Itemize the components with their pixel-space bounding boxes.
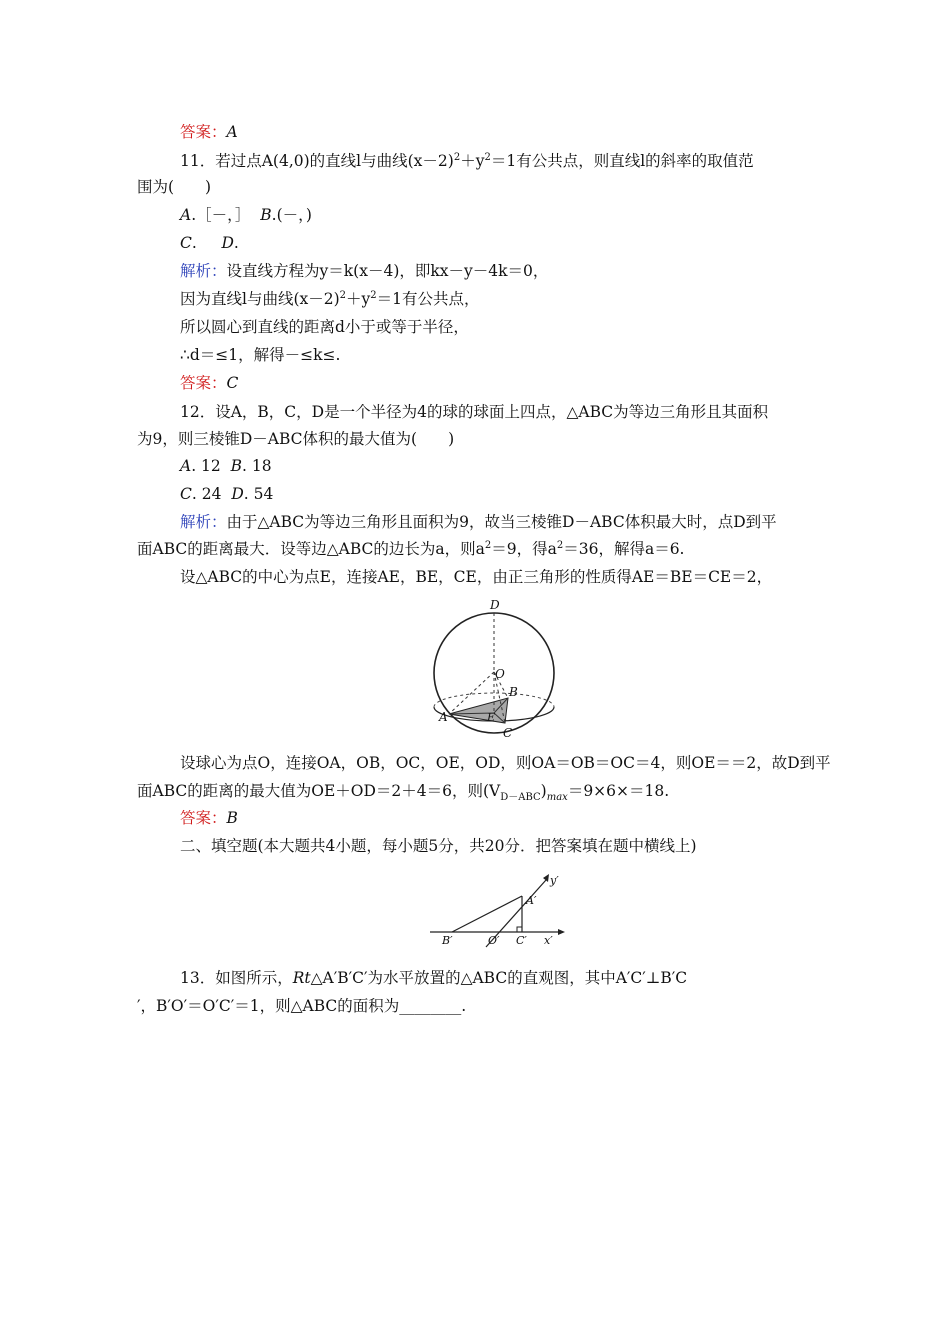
q12-stem-line2: 为9，则三棱锥D－ABC体积的最大值为( ) <box>137 430 455 448</box>
q11-solution-line1: 解析：设直线方程为y＝k(x－4)，即kx－y－4k＝0， <box>180 262 549 280</box>
q11-stem-line2: 围为( ) <box>137 178 212 196</box>
q12-options-cd: C. 24 D. 54 <box>180 485 274 503</box>
q12-answer: 答案：B <box>180 809 238 827</box>
q11-solution-line2: 因为直线l与曲线$(x-2)^2+y^2=1$有公共点， <box>180 289 480 308</box>
label-A-prime: A′ <box>526 894 537 907</box>
segment-b-a <box>452 896 522 932</box>
oblique-projection-figure <box>428 868 568 950</box>
q11-solution-line3: 所以圆心到直线的距离d小于或等于半径， <box>180 318 469 336</box>
q12-solution-line5: 面ABC的距离的最大值为OE＋OD＝2＋4＝6，则$(V_{D-ABC})_{max}=9\times 6\times=18$. <box>137 782 670 804</box>
q12-solution-line3: 设△ABC的中心为点E，连接AE，BE，CE，由正三角形的性质得AE＝BE＝CE＝2， <box>180 568 773 586</box>
section-heading: 二、填空题(本大题共4小题，每小题5分，共20分．把答案填在题中横线上) <box>180 837 697 855</box>
label-E: E <box>487 711 496 724</box>
label-y-prime: y′ <box>550 874 559 887</box>
label-D: D <box>490 598 500 612</box>
q12-solution-line4: 设球心为点O，连接OA，OB，OC，OE，OD，则OA＝OB＝OC＝4，则OE＝＝2，故D到平 <box>180 754 831 772</box>
label-A: A <box>439 710 448 724</box>
q13-stem-line2: ′，B′O′＝O′C′＝1，则△ABC的面积为________. <box>137 997 467 1015</box>
q11-solution-line4: ∴d＝≤1，解得－≤k≤. <box>180 346 341 364</box>
q12-stem-line1: 12．设A，B，C，D是一个半径为4的球的球面上四点，△ABC为等边三角形且其面积 <box>180 403 769 421</box>
triangle-abc <box>449 698 508 723</box>
label-C-prime: C′ <box>516 934 527 947</box>
q11-options-cd: C. D. <box>180 234 239 252</box>
label-B-prime: B′ <box>442 934 453 947</box>
q11-options-ab: A.［－，］ B.(－，) <box>180 206 312 224</box>
label-O-prime: O′ <box>488 934 500 947</box>
right-angle-mark <box>517 927 522 932</box>
q12-options-ab: A. 12 B. 18 <box>180 457 272 475</box>
label-C: C <box>503 726 513 740</box>
q10-answer: 答案：A <box>180 123 238 141</box>
q11-answer: 答案：C <box>180 374 239 392</box>
label-O: O <box>495 667 505 681</box>
q12-solution-line2: 面ABC的距离最大．设等边△ABC的边长为a，则$a^2=9$，得$a^2=36$，解得a＝6. <box>137 539 685 558</box>
q13-stem-line1: 13．如图所示，Rt△A′B′C′为水平放置的△ABC的直观图，其中A′C′⊥B′C <box>180 969 688 987</box>
label-x-prime: x′ <box>544 934 553 947</box>
q11-stem-line1: 11．若过点A(4,0)的直线l与曲线$(x-2)^2+y^2=1$有公共点，则直线l的斜率的取值范 <box>180 151 754 170</box>
sphere-tetrahedron-figure <box>425 595 565 745</box>
q12-solution-line1: 解析：由于△ABC为等边三角形且面积为9，故当三棱锥D－ABC体积最大时，点D到平 <box>180 513 777 531</box>
label-B: B <box>509 685 518 699</box>
x-axis-arrow <box>558 929 565 935</box>
